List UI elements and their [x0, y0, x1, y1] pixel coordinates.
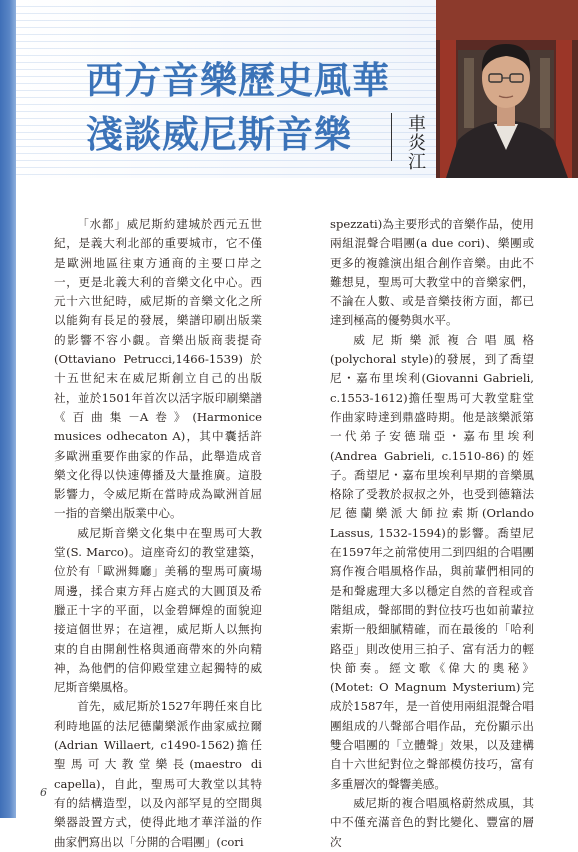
- article-column-right: [330, 215, 534, 852]
- author-photo: [436, 0, 578, 178]
- article-column-left: [54, 215, 262, 852]
- page-title: 西方音樂歷史風華: [86, 58, 390, 102]
- paragraph: 威尼斯音樂文化集中在聖馬可大教堂(S. Marco)。這座奇幻的教堂建築，位於有「歐洲舞廳」美稱的聖馬可廣場周邊，揉合東方拜占庭式的大圓頂及希臘正十字的平面，以金碧輝煌的面貌迎接這個世界；在這裡，威尼斯人以無拘束的自由開創性格與通商帶來的外向精神，為他們的信仰殿堂建立起獨特的威尼斯音樂風格。: [54, 525, 262, 695]
- author-portrait-image: [436, 0, 578, 178]
- paragraph: 威尼斯的複合唱風格蔚然成風，其中不僅充滿音色的對比變化、豐富的層次: [330, 795, 534, 849]
- paragraph: 「水都」威尼斯約建城於西元五世紀，是義大利北部的重要城市，它不僅是歐洲地區往東方通商的主要口岸之一，更是北義大利的音樂文化中心。西元十六世紀時，威尼斯的音樂文化之所以能夠有長足的發展，樂譜印刷出版業的影響不容小覷。音樂出版商裴提奇(Ottaviano Petrucci,1466-1539) 於十五世紀末在威尼斯創立自己的出版社，並於1501年首次以活字版印刷樂譜《百曲集－A卷》(Harmonice musices odhecaton A)，其中囊括許多歐洲重要作曲家的作品，此舉造成音樂文化得以快速傳播及大量推廣。這股影響力，令威尼斯在當時成為歐洲首屈一指的音樂出版業中心。: [54, 217, 262, 521]
- paragraph: 威尼斯樂派複合唱風格(polychoral style)的發展，到了喬望尼・嘉布里埃利(Giovanni Gabrieli, c.1553-1612)擔任聖馬可大教堂駐堂作曲家時達到鼎盛時期。他是該樂派第一代弟子安德瑞亞・嘉布里埃利(Andrea Gabrieli, c.1510-86)的姪子。喬望尼・嘉布里埃利早期的音樂風格除了受教於叔叔之外，也受到德籍法尼德蘭樂派大師拉索斯(Orlando Lassus, 1532-1594)的影響。喬望尼在1597年之前常使用二到四組的合唱團寫作複合唱風格作品，與前輩們相同的是和聲處理大多以穩定自然的音程或音階組成，聲部間的對位技巧也如前輩拉索斯一般細膩精確，而在最後的「哈利路亞」則改使用三拍子、富有活力的輕快節奏。經文歌《偉大的奧秘》(Motet: O Magnum Mysterium)完成於1587年，是一首使用兩組混聲合唱團組成的八聲部合唱作品，充份顯示出雙合唱團的「立體聲」效果，以及建構自十六世紀對位之聲部模仿技巧，富有多重層次的聲響美感。: [330, 332, 534, 791]
- paragraph: spezzati)為主要形式的音樂作品，使用兩組混聲合唱團(a due cori)、樂團或更多的複雜演出組合創作音樂。由此不難想見，聖馬可大教堂中的音樂家們，不論在人數、或是音樂技術方面，都已達到極高的優勢與水平。: [330, 217, 534, 328]
- paragraph: 首先，威尼斯於1527年聘任來自比利時地區的法尼德蘭樂派作曲家威拉爾(Adrian Willaert, c1490-1562)擔任聖馬可大教堂樂長(maestro di capella)，自此，聖馬可大教堂以其特有的結構造型，以及內部罕見的空間與樂器設置方式，使得此地才華洋溢的作曲家們寫出以「分開的合唱團」(cori: [54, 699, 262, 849]
- page-edge-band: [0, 0, 16, 818]
- title-divider: [391, 113, 392, 161]
- title-block: [16, 0, 436, 178]
- page-subtitle: 淺談威尼斯音樂: [86, 112, 352, 156]
- page-number: 6: [40, 786, 47, 799]
- author-name: 車炎江: [408, 114, 426, 173]
